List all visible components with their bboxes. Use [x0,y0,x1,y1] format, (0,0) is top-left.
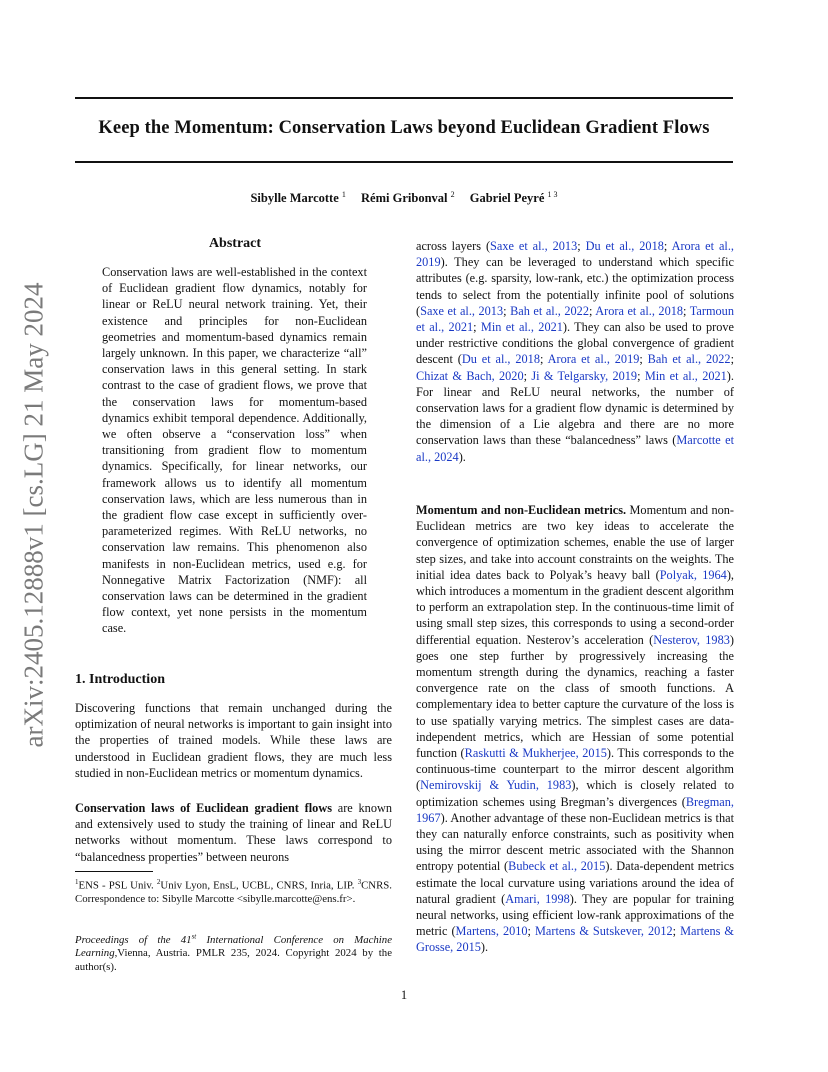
citation-link[interactable]: Ji & Telgarsky, 2019 [531,368,638,383]
paragraph-text: ; [637,368,645,383]
author-name: Rémi Gribonval [361,191,448,206]
section-heading-introduction: 1. Introduction [75,672,165,687]
paragraph-text: Momentum and non-Euclidean metrics are two key ideas to accelerate the convergence of optimization schemes, enable the use of larger step sizes, and take into account constraints on the weights. The initial idea dates back to Polyak’s heavy ball ( [416,503,734,582]
paragraph-text: ; [663,239,672,253]
author-list [75,190,733,206]
page-number: 1 [400,988,408,1002]
paragraph-run-in-heading: Conservation laws of Euclidean gradient flows [75,801,332,815]
paragraph-text: ). [458,449,466,464]
citation-link[interactable]: Bubeck et al., 2015 [508,859,606,874]
proceedings-note [75,930,392,974]
paragraph-text: ). Data-dependent metrics estimate the local curvature using variations around the idea of natural gradient ( [416,859,734,906]
right-column-paragraph-1 [416,238,734,465]
paragraph-text: ). This corresponds to the continuous-time counterpart to the mirror descent algorithm ( [416,746,734,793]
footnote-text: ENS - PSL Univ. [78,879,157,892]
paragraph-text: ). Another advantage of these non-Euclidean metrics is that they can naturally enforce constraints, such as positivity when using the mirror descent metric associated with the Shannon entropy potential ( [416,810,734,874]
intro-paragraph: Discovering functions that remain unchanged during the optimization of neural networks is important to gain insight into the properties of trained models. While these laws are understood in Euclidean gradient flows, they are much less studied in non-Euclidean metrics or momentum dynamics. [75,701,392,780]
proceedings-text: International Conference on Machine Learning [75,933,392,960]
citation-link[interactable]: Min et al., 2021 [480,320,563,335]
paper-title: Keep the Momentum: Conservation Laws beyond Euclidean Gradient Flows [98,118,710,138]
paragraph-run-in-heading: Momentum and non-Euclidean metrics. [416,503,627,517]
paragraph-text: ; [523,368,532,383]
citation-link[interactable]: Polyak, 1964 [659,567,727,582]
citation-link[interactable]: Nemirovskij & Yudin, 1983 [420,778,572,793]
paragraph-text: ; [588,303,596,318]
citation-link[interactable]: Raskutti & Mukherjee, 2015 [464,746,607,761]
arxiv-identifier: arXiv:2405.12888v1 [cs.LG] 21 May 2024 [18,282,49,748]
paragraph-text: ). They can be leveraged to understand which specific attributes (e.g. sparsity, low-rank, etc.) the optimization process tends to select from the potentially infinite pool of solutions ( [416,255,734,318]
proceedings-text: ,Vienna, Austria. PMLR 235, 2024. Copyright 2024 by the author(s). [75,947,392,973]
citation-link[interactable]: Bah et al., 2022 [647,352,731,367]
author-affiliation: 1 3 [547,190,558,199]
top-rule [75,97,733,99]
right-column-paragraph-2 [416,502,734,956]
citation-link[interactable]: Chizat & Bach, 2020 [416,368,524,383]
author-name: Gabriel Peyré [469,191,545,206]
paragraph-text: ) goes one step further by progressively increasing the momentum strength during the dynamics, reaching a faster convergence rate on the class of smooth functions. A complementary idea to better capture the curvature of the loss is to use spatially varying metrics. The simplest cases are data-independent metrics, which are Hessian of some potential function ( [416,632,734,761]
abstract-heading: Abstract [208,236,262,251]
paragraph-text: ). For linear and ReLU neural networks, the number of conservation laws for a gradient flow dynamic is determined by the dimension of a Lie algebra and there are no more conservation laws than these “balancedness” laws ( [416,368,734,448]
footnote-text: CNRS. Correspondence to: Sibylle Marcotte <sibylle.marcotte@ens.fr>. [75,879,392,906]
paragraph-text: ), which is closely related to optimization schemes using Bregman’s divergences ( [416,778,735,809]
conservation-paragraph [75,800,392,865]
citation-link[interactable]: Martens & Sutskever, 2012 [535,924,673,939]
paragraph-text: ; [503,303,511,318]
paragraph-text: ; [683,303,690,318]
citation-link[interactable]: Min et al., 2021 [644,368,727,383]
citation-link[interactable]: Arora et al., 2019 [547,352,640,367]
paragraph-text: ; [473,320,481,335]
paragraph-text: across layers ( [416,239,491,253]
footnote-rule [75,871,153,872]
citation-link[interactable]: Nesterov, 1983 [653,632,730,647]
citation-link[interactable]: Martens & Grosse, 2015 [416,924,734,955]
citation-link[interactable]: Du et al., 2018 [461,352,540,367]
proceedings-text: Proceedings of the 41 [75,933,192,946]
affiliations-footnote [75,876,392,907]
paragraph-text: ; [672,924,681,939]
footnote-mark: 3 [357,878,362,886]
abstract-text: Conservation laws are well-established in the context of Euclidean gradient flow dynamics, notably for linear or ReLU neural network training. Yet, their existence and principles for non-Euclidean geometries and momentum-based dynamics remain largely unknown. In this paper, we characterize “all” conservation laws in this general setting. In stark contrast to the case of gradient flows, we prove that the conservation laws for momentum-based dynamics exhibit temporal dependence. Additionally, we often observe a “conservation loss” when transitioning from gradient flow to momentum dynamics. Specifically, for linear networks, our framework allows us to identify all momentum conservation laws, which are less numerous than in the gradient flow case except in sufficiently over-parameterized regimes. With ReLU networks, no conservation law remains. This phenomenon also manifests in non-Euclidean metrics, used e.g. for Nonnegative Matrix Factorization (NMF): all conservation laws can be determined in the gradient flow context, yet none persists in the momentum case. [102,265,367,636]
citation-link[interactable]: Amari, 1998 [505,891,570,906]
author-name: Sibylle Marcotte [250,191,339,206]
citation-link[interactable]: Bregman, 1967 [416,794,734,825]
citation-link[interactable]: Marcotte et al., 2024 [416,433,734,464]
citation-link[interactable]: Arora et al., 2018 [595,303,684,318]
footnote-mark: 2 [156,878,161,886]
paragraph-text: ; [639,352,648,367]
paragraph-text: ; [730,352,735,367]
footnote-text: Univ Lyon, EnsL, UCBL, CNRS, Inria, LIP. [160,879,358,892]
paragraph-text: are known and extensively used to study the training of linear and ReLU networks without momentum. These laws correspond to “balancedness properties” between neurons [75,801,392,864]
author-affiliation: 1 [341,190,346,199]
paragraph-text: ; [577,239,586,253]
author-affiliation: 2 [450,190,455,199]
arxiv-sidebar [20,270,48,760]
paragraph-text: ). They are popular for training neural networks, using efficient low-rank approximations of the metric ( [416,891,734,939]
proceedings-ordinal: st [191,932,197,940]
citation-link[interactable]: Du et al., 2018 [585,239,664,253]
citation-link[interactable]: Saxe et al., 2013 [490,239,578,253]
paragraph-text: ), which introduces a momentum in the gradient descent algorithm to perform an extrapolation step. In the continuous-time limit of using small step sizes, this corresponds to using a second-order differential equation. Nesterov’s acceleration ( [416,567,734,647]
citation-link[interactable]: Bah et al., 2022 [510,303,589,318]
paragraph-text: ). They can also be used to prove under restrictive conditions the global convergence of gradient descent ( [416,320,734,367]
paragraph-text: ). [480,940,489,955]
paragraph-text: ; [539,352,548,367]
citation-link[interactable]: Martens, 2010 [455,924,528,939]
paragraph-text: ; [527,924,535,939]
citation-link[interactable]: Tarmoun et al., 2021 [416,303,734,335]
citation-link[interactable]: Saxe et al., 2013 [420,303,504,318]
title-bottom-rule [75,161,733,163]
citation-link[interactable]: Arora et al., 2019 [416,239,734,270]
footnote-mark: 1 [75,878,79,886]
